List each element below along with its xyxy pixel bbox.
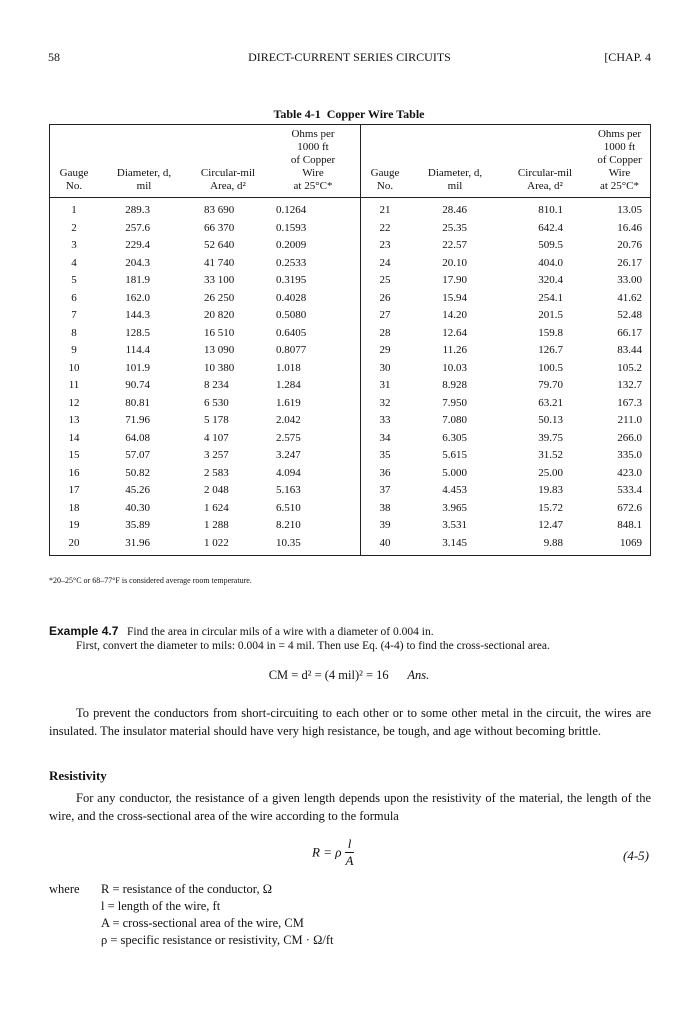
formula-lhs: R = ρ <box>312 844 342 860</box>
table-row <box>50 430 651 448</box>
cell-gauge-2: 23 <box>361 237 410 255</box>
cell-area: 66 370 <box>204 221 235 234</box>
cell-gauge-2: 32 <box>361 395 410 413</box>
cell-ohms-2: 16.46 <box>617 221 642 234</box>
cell-ohms-2: 83.44 <box>617 344 642 357</box>
cell-area-2: 509.5 <box>538 239 563 252</box>
cell-area: 2 583 <box>204 466 229 479</box>
cell-gauge: 2 <box>71 221 77 234</box>
cell-ohms: 1.619 <box>276 396 301 409</box>
table-row <box>50 198 651 220</box>
cell-area-2: 9.88 <box>543 536 563 549</box>
cell-diameter-2: 11.26 <box>442 344 467 357</box>
cell-area-2: 642.4 <box>538 221 563 234</box>
cell-diameter: 144.3 <box>125 309 150 322</box>
header-gauge: Gauge No. <box>50 125 99 198</box>
cell-diameter: 71.96 <box>125 414 150 427</box>
cell-diameter-2: 22.57 <box>442 239 467 252</box>
table-row <box>50 255 651 273</box>
cell-ohms: 6.510 <box>276 501 301 514</box>
cell-area-2: 39.75 <box>538 431 563 444</box>
cell-ohms: 2.042 <box>276 414 301 427</box>
cell-ohms: 3.247 <box>276 449 301 462</box>
cell-gauge-2: 30 <box>361 360 410 378</box>
cell-diameter: 204.3 <box>125 256 150 269</box>
cell-gauge-2: 22 <box>361 220 410 238</box>
header-ohms: Ohms per 1000 ft of Copper Wire at 25°C* <box>266 125 361 198</box>
cell-ohms-2: 533.4 <box>617 484 642 497</box>
cell-area: 4 107 <box>204 431 229 444</box>
cell-ohms-2: 13.05 <box>617 204 642 217</box>
cell-diameter-2: 3.145 <box>442 536 467 549</box>
cell-ohms-2: 1069 <box>620 536 642 549</box>
table-row <box>50 412 651 430</box>
cell-ohms-2: 20.76 <box>617 239 642 252</box>
cell-area-2: 19.83 <box>538 484 563 497</box>
cell-diameter: 64.08 <box>125 431 150 444</box>
cell-gauge: 7 <box>71 309 77 322</box>
cell-diameter-2: 20.10 <box>442 256 467 269</box>
equation-number: (4-5) <box>623 848 649 863</box>
definition-item: R = resistance of the conductor, Ω <box>101 882 272 896</box>
table-row <box>50 517 651 535</box>
cell-diameter: 128.5 <box>125 326 150 339</box>
cell-diameter: 181.9 <box>125 274 150 287</box>
cell-area-2: 254.1 <box>538 291 563 304</box>
cell-ohms-2: 52.48 <box>617 309 642 322</box>
cell-gauge-2: 39 <box>361 517 410 535</box>
cell-ohms: 1.284 <box>276 379 301 392</box>
cell-area: 1 022 <box>204 536 229 549</box>
table-header-row <box>50 125 651 198</box>
table-footnote: *20–25°C or 68–77°F is considered average room temperature. <box>49 576 252 585</box>
header-diameter: Diameter, d, mil <box>98 125 190 198</box>
cell-ohms: 8.210 <box>276 519 301 532</box>
cell-diameter: 162.0 <box>125 291 150 304</box>
cell-diameter-2: 5.615 <box>442 449 467 462</box>
cell-area-2: 100.5 <box>538 361 563 374</box>
cell-ohms-2: 41.62 <box>617 291 642 304</box>
cell-ohms: 1.018 <box>276 361 301 374</box>
definition-item: A = cross-sectional area of the wire, CM <box>101 916 304 930</box>
where-label: where <box>49 882 80 896</box>
cell-area: 8 234 <box>204 379 229 392</box>
cell-area-2: 50.13 <box>538 414 563 427</box>
cell-ohms-2: 132.7 <box>617 379 642 392</box>
cell-area-2: 159.8 <box>538 326 563 339</box>
cell-gauge: 17 <box>68 484 80 497</box>
cell-ohms: 0.1593 <box>276 221 307 234</box>
cell-ohms-2: 211.0 <box>617 414 642 427</box>
cell-diameter-2: 10.03 <box>442 361 467 374</box>
table-row <box>50 307 651 325</box>
table-row <box>50 360 651 378</box>
cell-gauge: 9 <box>71 344 77 357</box>
cell-area-2: 25.00 <box>538 466 563 479</box>
cell-diameter-2: 6.305 <box>442 431 467 444</box>
cell-diameter-2: 3.965 <box>442 501 467 514</box>
cell-gauge: 4 <box>71 256 77 269</box>
cell-ohms-2: 105.2 <box>617 361 642 374</box>
cell-diameter-2: 5.000 <box>442 466 467 479</box>
cell-ohms: 0.1264 <box>276 204 307 217</box>
cell-gauge: 8 <box>71 326 77 339</box>
table-row <box>50 482 651 500</box>
cell-area: 41 740 <box>204 256 235 269</box>
cell-gauge-2: 25 <box>361 272 410 290</box>
cell-ohms: 0.3195 <box>276 274 307 287</box>
cell-gauge: 12 <box>68 396 80 409</box>
cell-diameter-2: 14.20 <box>442 309 467 322</box>
cell-area: 6 530 <box>204 396 229 409</box>
cell-diameter: 50.82 <box>125 466 150 479</box>
cell-diameter: 45.26 <box>125 484 150 497</box>
cell-area: 83 690 <box>204 204 235 217</box>
cell-diameter-2: 12.64 <box>442 326 467 339</box>
cell-diameter-2: 8.928 <box>442 379 467 392</box>
cell-diameter-2: 28.46 <box>442 204 467 217</box>
cell-diameter: 289.3 <box>125 204 150 217</box>
cell-gauge-2: 27 <box>361 307 410 325</box>
table-row <box>50 535 651 556</box>
cell-diameter: 57.07 <box>125 449 150 462</box>
cell-area: 10 380 <box>204 361 235 374</box>
header-area-2: Circular-mil Area, d² <box>501 125 589 198</box>
cell-gauge: 15 <box>68 449 80 462</box>
cell-gauge: 1 <box>71 204 77 217</box>
cell-area: 2 048 <box>204 484 229 497</box>
cell-ohms: 2.575 <box>276 431 301 444</box>
insulation-paragraph: To prevent the conductors from short-circuiting to each other or to some other metal in the circuit, the wires are insulated. The insulator material should have very high resistance, be tough, and age without becoming brittle. <box>49 706 651 738</box>
cell-gauge: 10 <box>68 361 80 374</box>
cell-area-2: 201.5 <box>538 309 563 322</box>
header-area: Circular-mil Area, d² <box>190 125 266 198</box>
cell-area: 26 250 <box>204 291 235 304</box>
table-caption: Table 4-1 Copper Wire Table <box>273 107 425 121</box>
cell-ohms-2: 266.0 <box>617 431 642 444</box>
cell-diameter-2: 17.90 <box>442 274 467 287</box>
cell-ohms-2: 672.6 <box>617 501 642 514</box>
table-row <box>50 237 651 255</box>
cell-gauge: 13 <box>68 414 80 427</box>
formula-fraction <box>345 836 355 869</box>
cell-area: 1 624 <box>204 501 229 514</box>
cell-area-2: 31.52 <box>538 449 563 462</box>
cell-gauge: 19 <box>68 519 80 532</box>
cell-ohms-2: 848.1 <box>617 519 642 532</box>
cell-ohms: 0.2009 <box>276 239 307 252</box>
table-row <box>50 447 651 465</box>
cell-diameter: 90.74 <box>125 379 150 392</box>
table-body <box>50 198 651 556</box>
cell-ohms: 0.2533 <box>276 256 307 269</box>
cell-area: 1 288 <box>204 519 229 532</box>
cell-diameter: 114.4 <box>125 344 150 357</box>
cell-ohms: 0.5080 <box>276 309 307 322</box>
definition-item: l = length of the wire, ft <box>101 899 221 913</box>
table-row <box>50 377 651 395</box>
table-row <box>50 395 651 413</box>
cell-ohms: 5.163 <box>276 484 301 497</box>
page-header <box>48 50 651 68</box>
cell-ohms: 10.35 <box>276 536 301 549</box>
definition-item: ρ = specific resistance or resistivity, CM · Ω/ft <box>101 933 334 947</box>
example-line-2: First, convert the diameter to mils: 0.004 in = 4 mil. Then use Eq. (4-4) to find the cross-sectional area. <box>76 640 550 652</box>
cell-gauge: 5 <box>71 274 77 287</box>
cell-diameter: 40.30 <box>125 501 150 514</box>
cell-gauge-2: 26 <box>361 290 410 308</box>
table-row <box>50 290 651 308</box>
cell-gauge-2: 40 <box>361 535 410 556</box>
cell-area-2: 12.47 <box>538 519 563 532</box>
cell-ohms: 0.6405 <box>276 326 307 339</box>
cell-gauge: 6 <box>71 291 77 304</box>
resistivity-paragraph: For any conductor, the resistance of a given length depends upon the resistivity of the material, the length of the wire, and the cross-sectional area of the wire according to the formula <box>49 791 651 823</box>
cell-diameter: 31.96 <box>125 536 150 549</box>
cell-diameter-2: 7.950 <box>442 396 467 409</box>
cell-area: 16 510 <box>204 326 235 339</box>
cell-gauge-2: 38 <box>361 500 410 518</box>
cell-gauge-2: 24 <box>361 255 410 273</box>
cell-gauge-2: 36 <box>361 465 410 483</box>
cell-gauge-2: 21 <box>361 198 410 220</box>
example-equation: CM = d² = (4 mil)² = 16 Ans. <box>268 668 430 682</box>
cell-diameter-2: 3.531 <box>442 519 467 532</box>
table-row <box>50 272 651 290</box>
cell-area: 3 257 <box>204 449 229 462</box>
cell-area: 20 820 <box>204 309 235 322</box>
cell-gauge: 16 <box>68 466 80 479</box>
cell-area-2: 63.21 <box>538 396 563 409</box>
cell-gauge: 11 <box>68 379 80 392</box>
cell-ohms: 0.8077 <box>276 344 307 357</box>
example-block <box>49 624 651 652</box>
cell-diameter: 101.9 <box>125 361 150 374</box>
page-number: 58 <box>48 50 60 64</box>
cell-area: 33 100 <box>204 274 235 287</box>
table-row <box>50 342 651 360</box>
table-row <box>50 325 651 343</box>
copper-wire-table <box>49 124 651 556</box>
cell-diameter-2: 7.080 <box>442 414 467 427</box>
cell-area-2: 79.70 <box>538 379 563 392</box>
cell-diameter: 257.6 <box>125 221 150 234</box>
cell-diameter: 80.81 <box>125 396 150 409</box>
cell-ohms-2: 423.0 <box>617 466 642 479</box>
cell-gauge: 3 <box>71 239 77 252</box>
cell-gauge-2: 29 <box>361 342 410 360</box>
header-diameter-2: Diameter, d, mil <box>409 125 501 198</box>
definitions-list <box>101 881 333 949</box>
cell-area-2: 810.1 <box>538 204 563 217</box>
cell-area-2: 126.7 <box>538 344 563 357</box>
cell-gauge-2: 31 <box>361 377 410 395</box>
cell-gauge: 20 <box>68 536 80 549</box>
cell-area-2: 320.4 <box>538 274 563 287</box>
cell-area: 52 640 <box>204 239 235 252</box>
section-heading: Resistivity <box>49 768 107 783</box>
cell-gauge-2: 33 <box>361 412 410 430</box>
cell-area-2: 404.0 <box>538 256 563 269</box>
cell-diameter-2: 25.35 <box>442 221 467 234</box>
cell-gauge: 18 <box>68 501 80 514</box>
table-row <box>50 220 651 238</box>
cell-gauge: 14 <box>68 431 80 444</box>
cell-area: 13 090 <box>204 344 235 357</box>
header-gauge-2: Gauge No. <box>361 125 410 198</box>
cell-diameter: 35.89 <box>125 519 150 532</box>
example-question: Find the area in circular mils of a wire with a diameter of 0.004 in. <box>127 626 434 638</box>
table-row <box>50 465 651 483</box>
formula-denominator: A <box>345 853 354 868</box>
cell-diameter-2: 15.94 <box>442 291 467 304</box>
cell-gauge-2: 37 <box>361 482 410 500</box>
cell-diameter-2: 4.453 <box>442 484 467 497</box>
answer-label: Ans. <box>407 668 430 682</box>
cell-ohms-2: 26.17 <box>617 256 642 269</box>
cell-ohms-2: 33.00 <box>617 274 642 287</box>
chapter-label: [CHAP. 4 <box>604 50 651 64</box>
cell-diameter: 229.4 <box>125 239 150 252</box>
cell-area-2: 15.72 <box>538 501 563 514</box>
table-row <box>50 500 651 518</box>
header-ohms-2: Ohms per 1000 ft of Copper Wire at 25°C* <box>589 125 651 198</box>
cell-gauge-2: 34 <box>361 430 410 448</box>
cell-ohms-2: 335.0 <box>617 449 642 462</box>
cell-gauge-2: 35 <box>361 447 410 465</box>
example-label: Example 4.7 <box>49 624 119 638</box>
running-title: DIRECT-CURRENT SERIES CIRCUITS <box>248 50 451 64</box>
cell-gauge-2: 28 <box>361 325 410 343</box>
cell-ohms: 0.4028 <box>276 291 307 304</box>
cell-ohms: 4.094 <box>276 466 301 479</box>
cell-ohms-2: 66.17 <box>617 326 642 339</box>
formula-numerator: l <box>345 836 355 853</box>
cell-ohms-2: 167.3 <box>617 396 642 409</box>
cell-area: 5 178 <box>204 414 229 427</box>
